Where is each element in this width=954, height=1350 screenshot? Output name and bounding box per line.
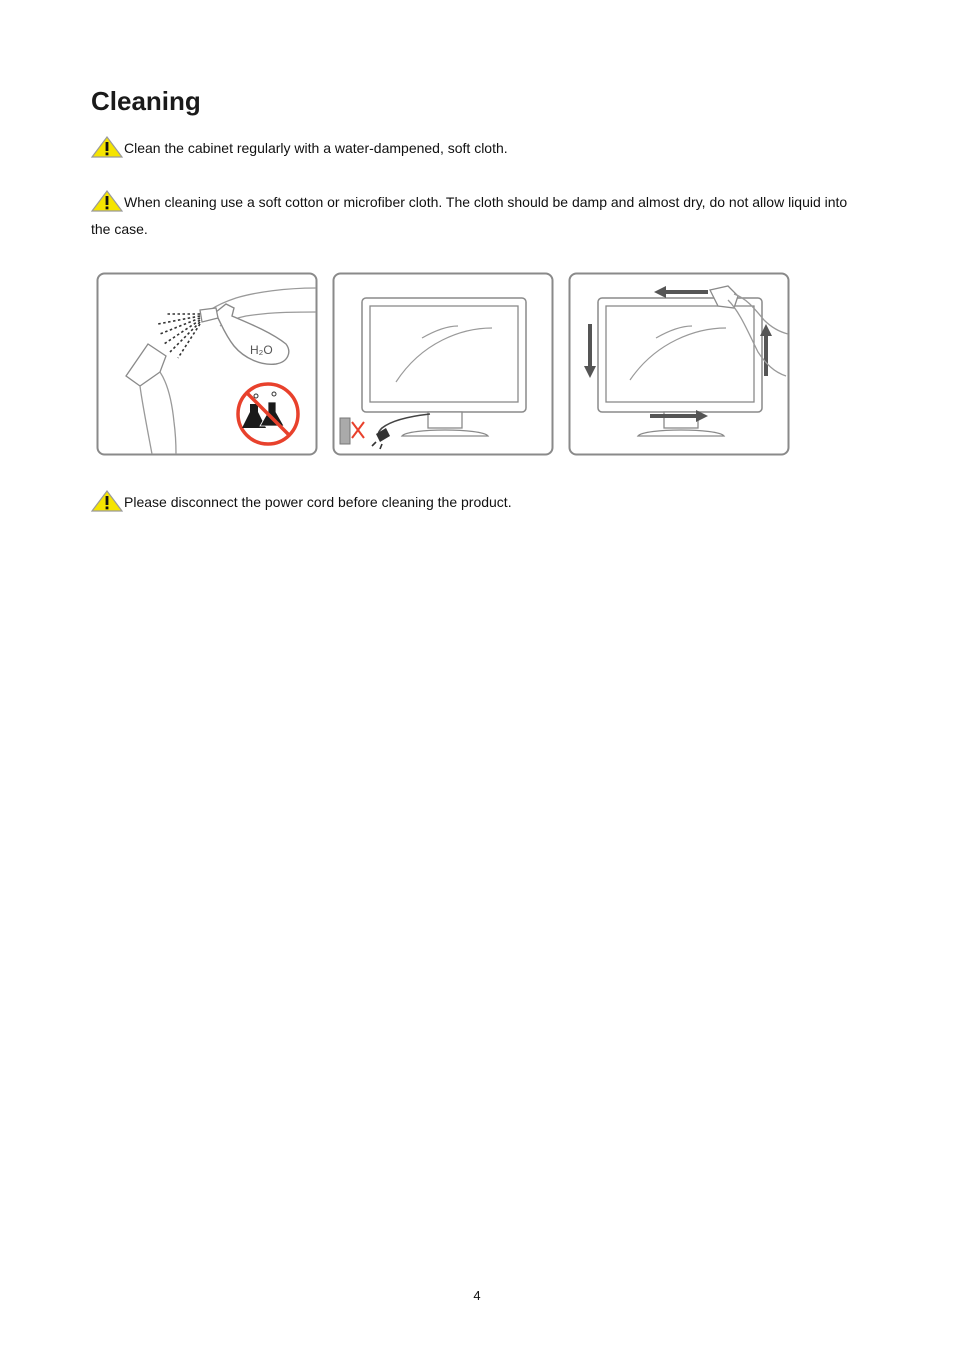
illustration-unplug-monitor <box>332 272 552 455</box>
spray-bottle-label: H₂O <box>250 343 273 357</box>
page-title: Cleaning <box>91 86 201 116</box>
cleaning-note-2 <box>91 189 861 243</box>
warning-triangle-icon <box>91 190 123 212</box>
illustration-spray-cloth <box>96 272 316 455</box>
no-chemicals-icon <box>238 384 298 444</box>
page-number: 4 <box>473 1288 481 1303</box>
cleaning-note-3 <box>91 489 861 516</box>
note-text: Please disconnect the power cord before cleaning the product. <box>124 494 512 510</box>
note-text: Clean the cabinet regularly with a water-dampened, soft cloth. <box>124 140 508 156</box>
warning-triangle-icon <box>91 136 123 158</box>
illustration-wipe-monitor <box>568 272 788 455</box>
cleaning-note-1 <box>91 135 861 162</box>
warning-triangle-icon <box>91 490 123 512</box>
note-text: When cleaning use a soft cotton or microfiber cloth. The cloth should be damp and almost dry, do not allow liquid into the case. <box>91 194 848 237</box>
